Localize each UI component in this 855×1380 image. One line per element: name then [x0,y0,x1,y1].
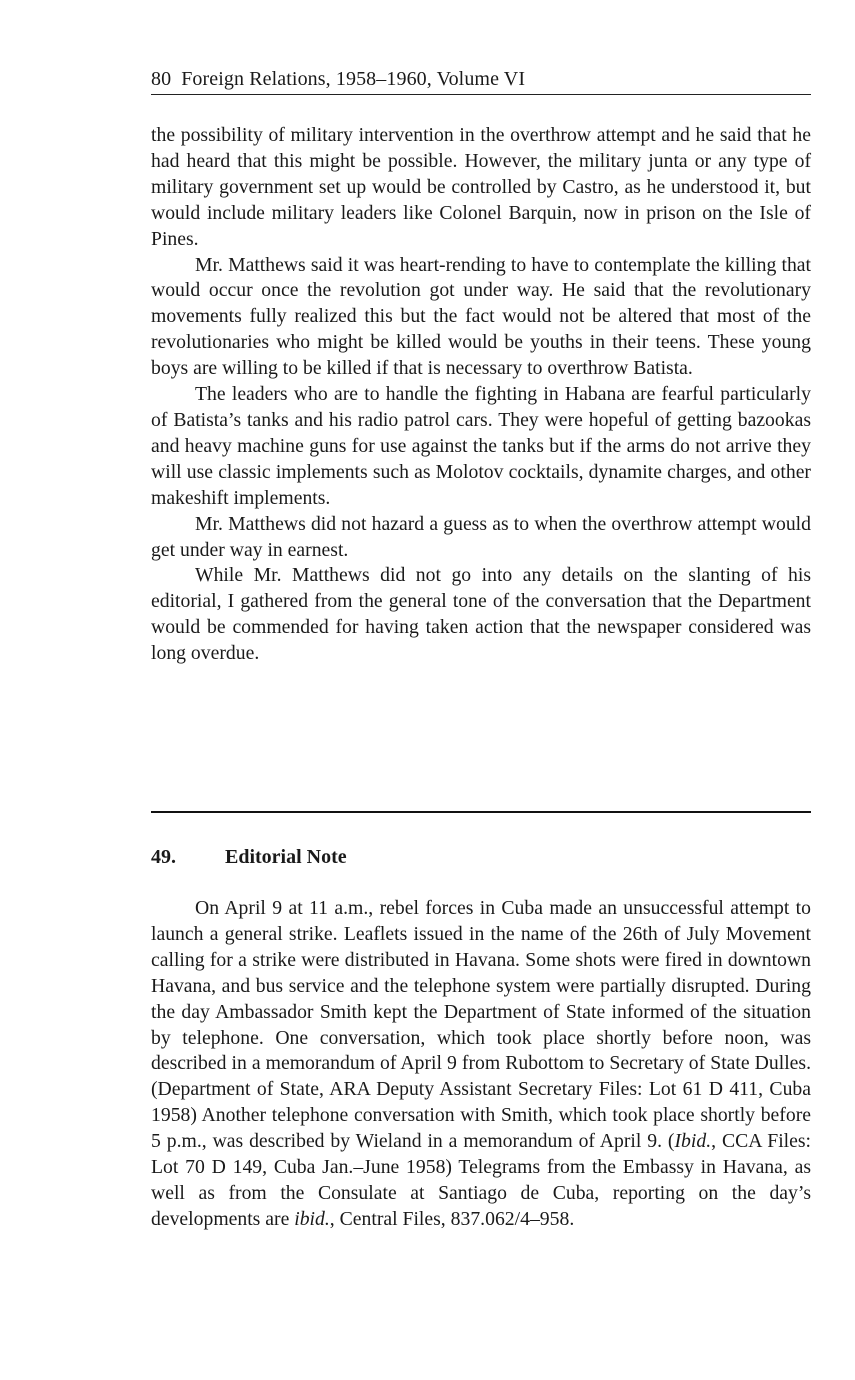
paragraph: Mr. Matthews did not hazard a guess as to when the overthrow attempt would get under way in earnest. [151,512,811,561]
paragraph: Mr. Matthews said it was heart-rending to have to contemplate the killing that would occur once the revolution got under way. He said that the revolutionary movements fully realized this but the fact would not be altered that most of the revolutionaries who might be killed would be youths in their teens. These young boys are willing to be killed if that is necessary to overthrow Batista. [151,253,811,380]
ibid-reference: Ibid. [674,1130,712,1153]
section-number: 49. [151,846,176,868]
paragraph: the possibility of military intervention in the overthrow attempt and he said that he had heard that this might be possible. However, the military junta or any type of military government set up would be controlled by Castro, as he understood it, but would include military leaders like Colonel Barquin, now in prison on the Isle of Pines. [151,124,811,250]
paragraph: While Mr. Matthews did not go into any details on the slanting of his editorial, I gathered from the general tone of the conversation that the Department would be commended for having taken action that the newspaper considered was long overdue. [151,564,811,665]
running-head-title: Foreign Relations, 1958–1960, Volume VI [181,68,526,90]
paragraph: The leaders who are to handle the fighting in Habana are fearful particularly of Batista’s tanks and his radio patrol cars. They were hopeful of getting bazookas and heavy machine guns for use against the tanks but if the arms do not arrive they will use classic implements such as Molotov cocktails, dynamite charges, and other makeshift implements. [151,383,811,509]
note-text-part: , CCA Files: Lot 70 D 149, Cuba Jan.–June 1958) Telegrams from the Embassy in Havana, as well as from the Consulate at Santiago de Cuba, reporting on the day’s developments are [151,1130,812,1230]
section-heading [151,844,347,870]
body-text [151,123,811,667]
editorial-note [151,896,811,1233]
note-text-part: On April 9 at 11 a.m., rebel forces in Cuba made an unsuccessful attempt to launch a general strike. Leaflets issued in the name of the 26th of July Movement calling for a strike were distributed in Havana. Some shots were fired in downtown Havana, and bus service and the telephone system were partially disrupted. During the day Ambassador Smith kept the Department of State informed of the situation by telephone. One conversation, which took place shortly before noon, was described in a memorandum of April 9 from Rubottom to Secretary of State Dulles. (Department of State, ARA Deputy Assistant Secretary Files: Lot 61 D 411, Cuba 1958) Another telephone conversation with Smith, which took place shortly before 5 p.m., was described by Wieland in a memorandum of April 9. ( [151,897,811,1153]
editorial-note-paragraph [151,896,811,1233]
running-head [151,66,811,95]
section-title: Editorial Note [225,846,347,868]
ibid-reference: ibid. [294,1207,330,1230]
page-number: 80 [151,68,172,90]
section-divider [151,811,811,813]
note-text-part: , Central Files, 837.062/4–958. [329,1207,575,1230]
document-page [151,66,812,1230]
